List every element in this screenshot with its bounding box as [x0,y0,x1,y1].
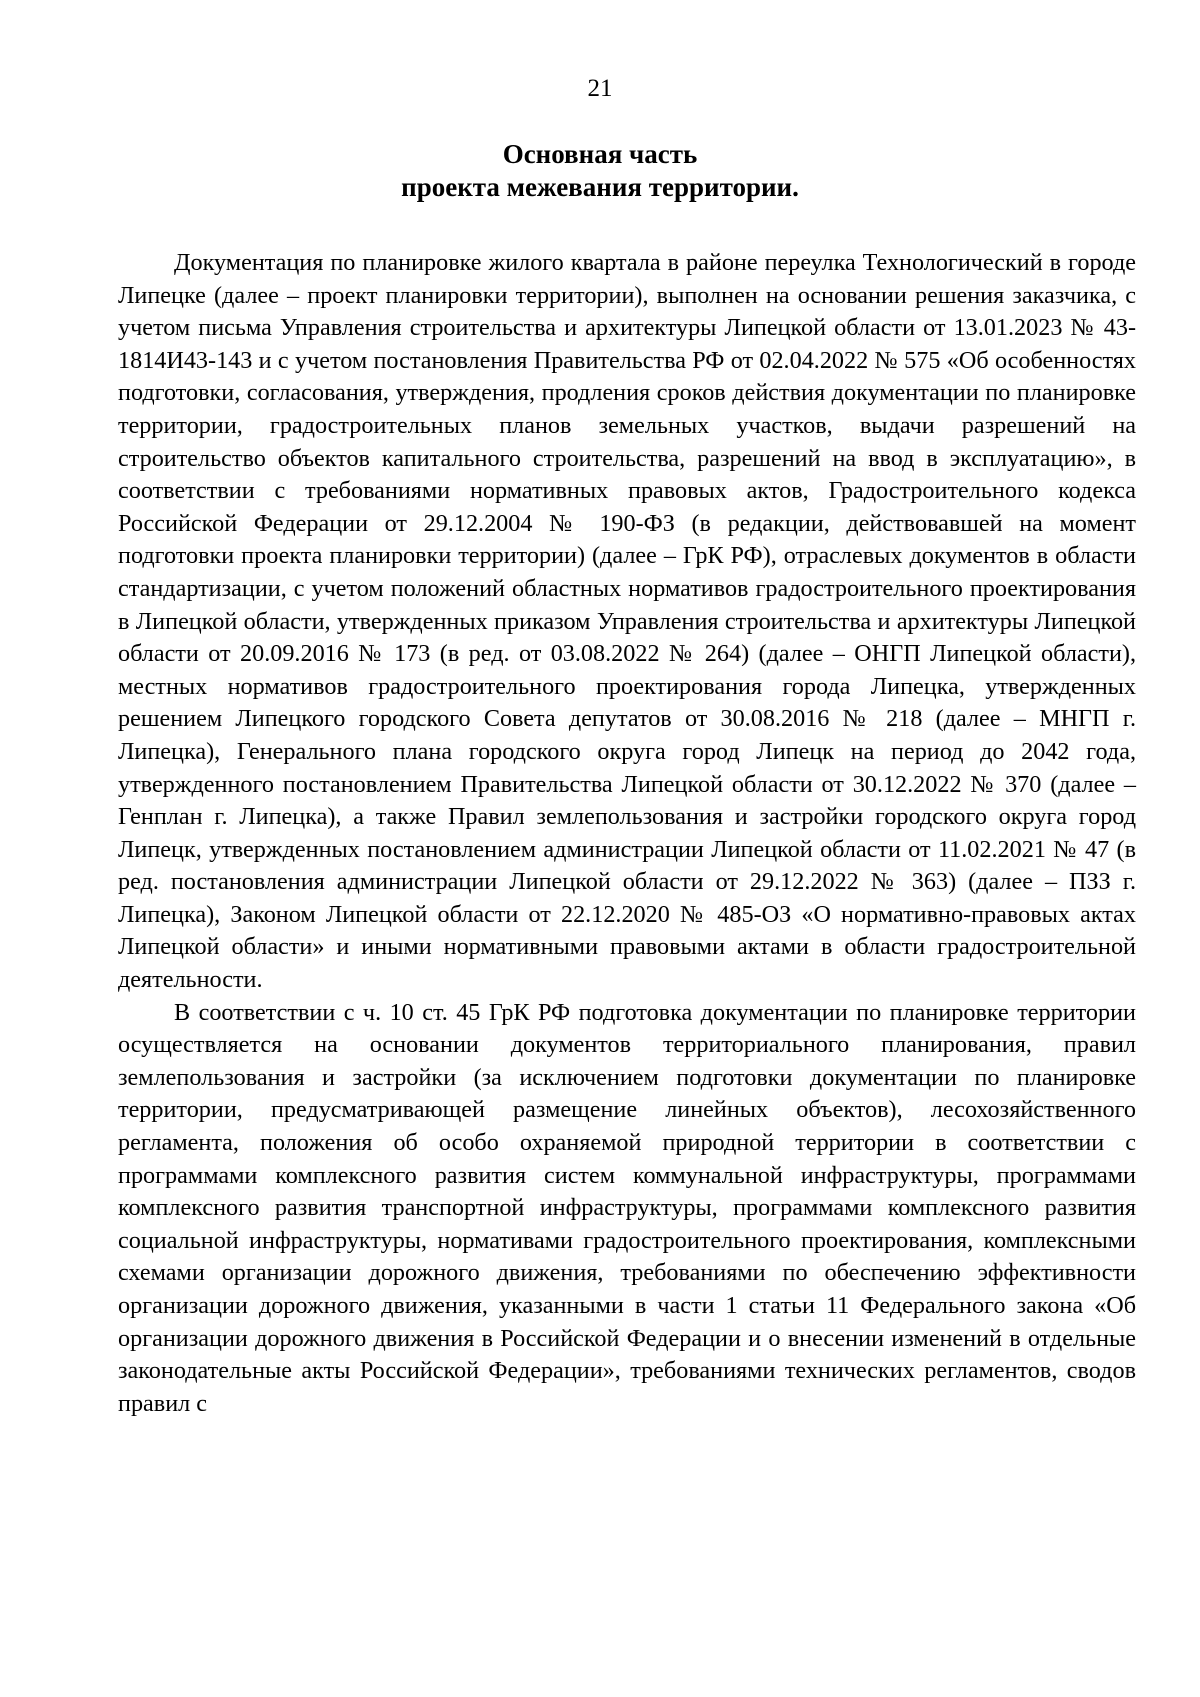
body-text [118,247,1136,1420]
paragraph-2: В соответствии с ч. 10 ст. 45 ГрК РФ подготовка документации по планировке территории осуществляется на основании документов территориального планирования, правил землепользования и застройки (за исключением подготовки документации по планировке территории, предусматривающей размещение линейных объектов), лесохозяйственного регламента, положения об особо охраняемой природной территории в соответствии с программами комплексного развития систем коммунальной инфраструктуры, программами комплексного развития транспортной инфраструктуры, программами комплексного развития социальной инфраструктуры, нормативами градостроительного проектирования, комплексными схемами организации дорожного движения, требованиями по обеспечению эффективности организации дорожного движения, указанными в части 1 статьи 11 Федерального закона «Об организации дорожного движения в Российской Федерации и о внесении изменений в отдельные законодательные акты Российской Федерации», требованиями технических регламентов, сводов правил с [118,998,1136,1417]
section-heading [0,138,1200,204]
section-heading-line-1: Основная часть [502,139,698,169]
paragraph-1: Документация по планировке жилого квартала в районе переулка Технологический в городе Липецке (далее – проект планировки территории), выполнен на основании решения заказчика, с учетом письма Управления строительства и архитектуры Липецкой области от 13.01.2023 № 43-1814И43-143 и с учетом постановления Правительства РФ от 02.04.2022 № 575 «Об особенностях подготовки, согласования, утверждения, продления сроков действия документации по планировке территории, градостроительных планов земельных участков, выдачи разрешений на строительство объектов капитального строительства, разрешений на ввод в эксплуатацию», в соответствии с требованиями нормативных правовых актов, Градостроительного кодекса Российской Федерации от 29.12.2004 № 190-ФЗ (в редакции, действовавшей на момент подготовки проекта планировки территории) (далее – ГрК РФ), отраслевых документов в области стандартизации, с учетом положений областных нормативов градостроительного проектирования в Липецкой области, утвержденных приказом Управления строительства и архитектуры Липецкой области от 20.09.2016 № 173 (в ред. от 03.08.2022 № 264) (далее – ОНГП Липецкой области), местных нормативов градостроительного проектирования города Липецка, утвержденных решением Липецкого городского Совета депутатов от 30.08.2016 № 218 (далее – МНГП г. Липецка), Генерального плана городского округа город Липецк на период до 2042 года, утвержденного постановлением Правительства Липецкой области от 30.12.2022 № 370 (далее – Генплан г. Липецка), а также Правил землепользования и застройки городского округа город Липецк, утвержденных постановлением администрации Липецкой области от 11.02.2021 № 47 (в ред. постановления администрации Липецкой области от 29.12.2022 № 363) (далее – ПЗЗ г. Липецка), Законом Липецкой области от 22.12.2020 № 485-ОЗ «О нормативно-правовых актах Липецкой области» и иными нормативными правовыми актами в области градостроительной деятельности. [118,249,1136,994]
page-number: 21 [587,75,613,102]
section-heading-line-2: проекта межевания территории. [401,172,799,202]
